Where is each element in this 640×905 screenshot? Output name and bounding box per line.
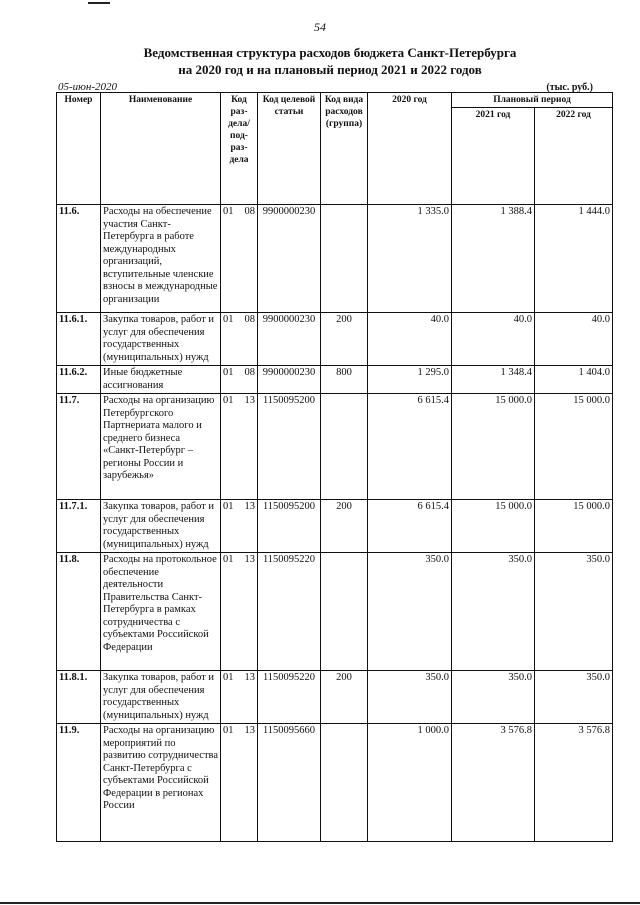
row-number: 11.7. xyxy=(57,394,101,500)
row-name: Закупка товаров, работ и услуг для обеспечения государственных (муниципальных) нужд xyxy=(101,313,221,366)
table-body xyxy=(57,205,613,842)
row-value-2021: 1 348.4 xyxy=(452,366,535,394)
razdel-code: 01 xyxy=(223,501,234,512)
razdel-code: 01 xyxy=(223,314,234,325)
razdel-code: 01 xyxy=(223,367,234,378)
row-section-code xyxy=(221,394,258,500)
header-2021: 2021 год xyxy=(452,108,535,205)
row-value-2022: 1 404.0 xyxy=(535,366,613,394)
row-value-2020: 40.0 xyxy=(368,313,452,366)
row-number: 11.8.1. xyxy=(57,671,101,724)
row-value-2020: 1 000.0 xyxy=(368,724,452,842)
razdel-code: 01 xyxy=(223,395,234,406)
table-row xyxy=(57,724,613,842)
table-row xyxy=(57,500,613,553)
row-section-code xyxy=(221,671,258,724)
razdel-code: 01 xyxy=(223,554,234,565)
header-target-code: Код целевой статьи xyxy=(258,93,321,205)
row-value-2020: 350.0 xyxy=(368,553,452,671)
row-section-code xyxy=(221,553,258,671)
row-number: 11.6.1. xyxy=(57,313,101,366)
row-target-code: 1150095220 xyxy=(258,553,321,671)
row-number: 11.7.1. xyxy=(57,500,101,553)
row-value-2022: 350.0 xyxy=(535,553,613,671)
header-expense-type-code: Код вида расходов (группа) xyxy=(321,93,368,205)
row-target-code: 9900000230 xyxy=(258,313,321,366)
row-value-2022: 40.0 xyxy=(535,313,613,366)
row-value-2022: 15 000.0 xyxy=(535,394,613,500)
razdel-code: 01 xyxy=(223,672,234,683)
row-expense-type-code xyxy=(321,394,368,500)
row-name: Расходы на организацию Петербургского Партнериата малого и среднего бизнеса «Санкт-Петербург – регионы России и зарубежья» xyxy=(101,394,221,500)
podrazdel-code: 08 xyxy=(244,206,255,217)
header-planned-period: Плановый период xyxy=(452,93,613,108)
row-value-2022: 3 576.8 xyxy=(535,724,613,842)
row-value-2021: 15 000.0 xyxy=(452,500,535,553)
row-number: 11.8. xyxy=(57,553,101,671)
row-value-2020: 1 335.0 xyxy=(368,205,452,313)
row-value-2022: 15 000.0 xyxy=(535,500,613,553)
table-row xyxy=(57,366,613,394)
row-target-code: 1150095660 xyxy=(258,724,321,842)
row-expense-type-code: 200 xyxy=(321,313,368,366)
podrazdel-code: 08 xyxy=(244,314,255,325)
table-row xyxy=(57,394,613,500)
row-number: 11.6. xyxy=(57,205,101,313)
row-value-2020: 1 295.0 xyxy=(368,366,452,394)
table-row xyxy=(57,205,613,313)
title-line-2: на 2020 год и на плановый период 2021 и 2022 годов xyxy=(178,62,482,77)
row-value-2020: 6 615.4 xyxy=(368,394,452,500)
row-expense-type-code xyxy=(321,553,368,671)
row-name: Расходы на организацию мероприятий по развитию сотрудничества Санкт-Петербурга с субъектами Российской Федерации в регионах России xyxy=(101,724,221,842)
row-target-code: 9900000230 xyxy=(258,205,321,313)
header-section-code: Код раз-дела/ под-раз-дела xyxy=(221,93,258,205)
row-section-code xyxy=(221,313,258,366)
row-value-2022: 350.0 xyxy=(535,671,613,724)
row-value-2020: 350.0 xyxy=(368,671,452,724)
page-number: 54 xyxy=(314,20,326,34)
row-expense-type-code: 200 xyxy=(321,500,368,553)
row-name: Расходы на протокольное обеспечение деятельности Правительства Санкт-Петербурга в рамках сотрудничества с субъектами Российской Федерации xyxy=(101,553,221,671)
row-expense-type-code xyxy=(321,724,368,842)
row-expense-type-code: 200 xyxy=(321,671,368,724)
row-section-code xyxy=(221,724,258,842)
row-name: Расходы на обеспечение участия Санкт-Петербурга в работе международных организаций, вступительные членские взносы в международные организации xyxy=(101,205,221,313)
row-target-code: 9900000230 xyxy=(258,366,321,394)
row-target-code: 1150095200 xyxy=(258,394,321,500)
document-date: 05-июн-2020 xyxy=(58,81,118,93)
table-header xyxy=(57,93,613,205)
scan-bottom-border xyxy=(0,902,640,904)
header-2020: 2020 год xyxy=(368,93,452,205)
podrazdel-code: 08 xyxy=(244,367,255,378)
header-name: Наименование xyxy=(101,93,221,205)
table-row xyxy=(57,671,613,724)
row-expense-type-code xyxy=(321,205,368,313)
podrazdel-code: 13 xyxy=(244,554,255,565)
table-row xyxy=(57,313,613,366)
row-value-2021: 350.0 xyxy=(452,553,535,671)
row-number: 11.9. xyxy=(57,724,101,842)
scan-top-border xyxy=(88,2,110,4)
budget-table xyxy=(56,92,613,842)
row-name: Иные бюджетные ассигнования xyxy=(101,366,221,394)
header-2022: 2022 год xyxy=(535,108,613,205)
row-value-2020: 6 615.4 xyxy=(368,500,452,553)
row-value-2021: 3 576.8 xyxy=(452,724,535,842)
row-value-2021: 1 388.4 xyxy=(452,205,535,313)
razdel-code: 01 xyxy=(223,725,234,736)
podrazdel-code: 13 xyxy=(244,725,255,736)
row-target-code: 1150095220 xyxy=(258,671,321,724)
row-value-2021: 350.0 xyxy=(452,671,535,724)
title-line-1: Ведомственная структура расходов бюджета Санкт-Петербурга xyxy=(143,45,517,60)
row-section-code xyxy=(221,366,258,394)
document-title xyxy=(60,44,600,78)
row-section-code xyxy=(221,205,258,313)
row-number: 11.6.2. xyxy=(57,366,101,394)
row-value-2021: 15 000.0 xyxy=(452,394,535,500)
row-value-2022: 1 444.0 xyxy=(535,205,613,313)
podrazdel-code: 13 xyxy=(244,501,255,512)
razdel-code: 01 xyxy=(223,206,234,217)
table-row xyxy=(57,553,613,671)
row-name: Закупка товаров, работ и услуг для обеспечения государственных (муниципальных) нужд xyxy=(101,671,221,724)
row-target-code: 1150095200 xyxy=(258,500,321,553)
row-section-code xyxy=(221,500,258,553)
row-expense-type-code: 800 xyxy=(321,366,368,394)
header-number: Номер xyxy=(57,93,101,205)
podrazdel-code: 13 xyxy=(244,395,255,406)
row-value-2021: 40.0 xyxy=(452,313,535,366)
units-label: (тыс. руб.) xyxy=(546,82,593,93)
podrazdel-code: 13 xyxy=(244,672,255,683)
row-name: Закупка товаров, работ и услуг для обеспечения государственных (муниципальных) нужд xyxy=(101,500,221,553)
